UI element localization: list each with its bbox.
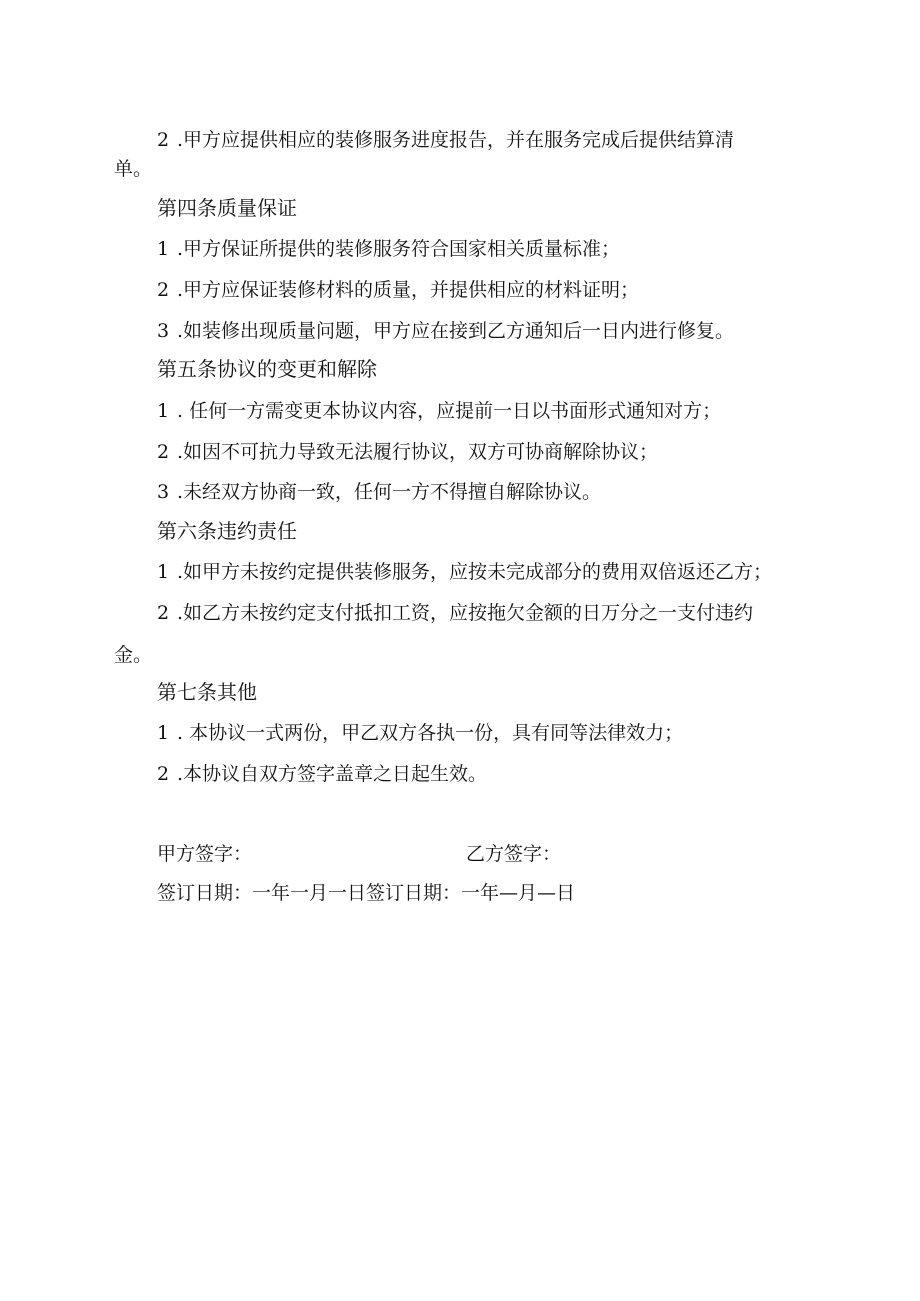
clause-item	[157, 319, 734, 343]
clause-item	[157, 440, 658, 464]
item-number: 1	[157, 238, 170, 260]
item-number: 1	[157, 400, 170, 422]
item-text: .如甲方未按约定提供装修服务，应按未完成部分的费用双倍返还乙方；	[177, 561, 773, 583]
clause-item	[157, 399, 721, 423]
section-heading: 第四条质量保证	[157, 196, 297, 220]
clause-item	[157, 560, 772, 584]
clause-item-continuation	[114, 643, 152, 667]
item-text: . 任何一方需变更本协议内容，应提前一日以书面形式通知对方；	[177, 400, 722, 422]
clause-item	[157, 601, 753, 625]
item-number: 2	[157, 441, 170, 463]
item-number: 2	[157, 602, 170, 624]
clause-item	[157, 480, 601, 504]
item-number: 3	[157, 320, 170, 342]
party-a-signature-label: 甲方签字：	[157, 843, 253, 865]
clause-item-continuation	[114, 157, 152, 181]
item-number: 1	[157, 722, 170, 744]
section-heading: 第七条其他	[157, 680, 257, 704]
clause-item	[157, 237, 620, 261]
item-text: .如乙方未按约定支付抵扣工资，应按拖欠金额的日万分之一支付违约	[177, 602, 754, 624]
section-heading: 第五条协议的变更和解除	[157, 357, 377, 381]
clause-item	[157, 128, 734, 152]
item-text: .甲方保证所提供的装修服务符合国家相关质量标准；	[177, 238, 621, 260]
item-text: .本协议自双方签字盖章之日起生效。	[177, 763, 488, 785]
item-number: 3	[157, 481, 170, 503]
item-number: 2	[157, 129, 170, 151]
item-text: . 本协议一式两份，甲乙双方各执一份，具有同等法律效力；	[177, 722, 684, 744]
party-b-signature-label: 乙方签字：	[466, 843, 562, 865]
item-text: .甲方应提供相应的装修服务进度报告，并在服务完成后提供结算清	[177, 129, 735, 151]
item-text: .甲方应保证装修材料的质量，并提供相应的材料证明；	[177, 279, 640, 301]
section-heading: 第六条违约责任	[157, 519, 297, 543]
clause-item	[157, 278, 639, 302]
item-text: .未经双方协商一致，任何一方不得擅自解除协议。	[177, 481, 602, 503]
clause-item	[157, 721, 683, 745]
signing-date-line: 签订日期：一年一月一日签订日期：一年—月—日	[157, 882, 576, 904]
item-text: .如装修出现质量问题，甲方应在接到乙方通知后一日内进行修复。	[177, 320, 735, 342]
item-text: 单。	[114, 158, 153, 180]
item-text: .如因不可抗力导致无法履行协议，双方可协商解除协议；	[177, 441, 659, 463]
clause-item	[157, 762, 487, 786]
item-text: 金。	[114, 644, 153, 666]
item-number: 2	[157, 763, 170, 785]
item-number: 1	[157, 561, 170, 583]
item-number: 2	[157, 279, 170, 301]
